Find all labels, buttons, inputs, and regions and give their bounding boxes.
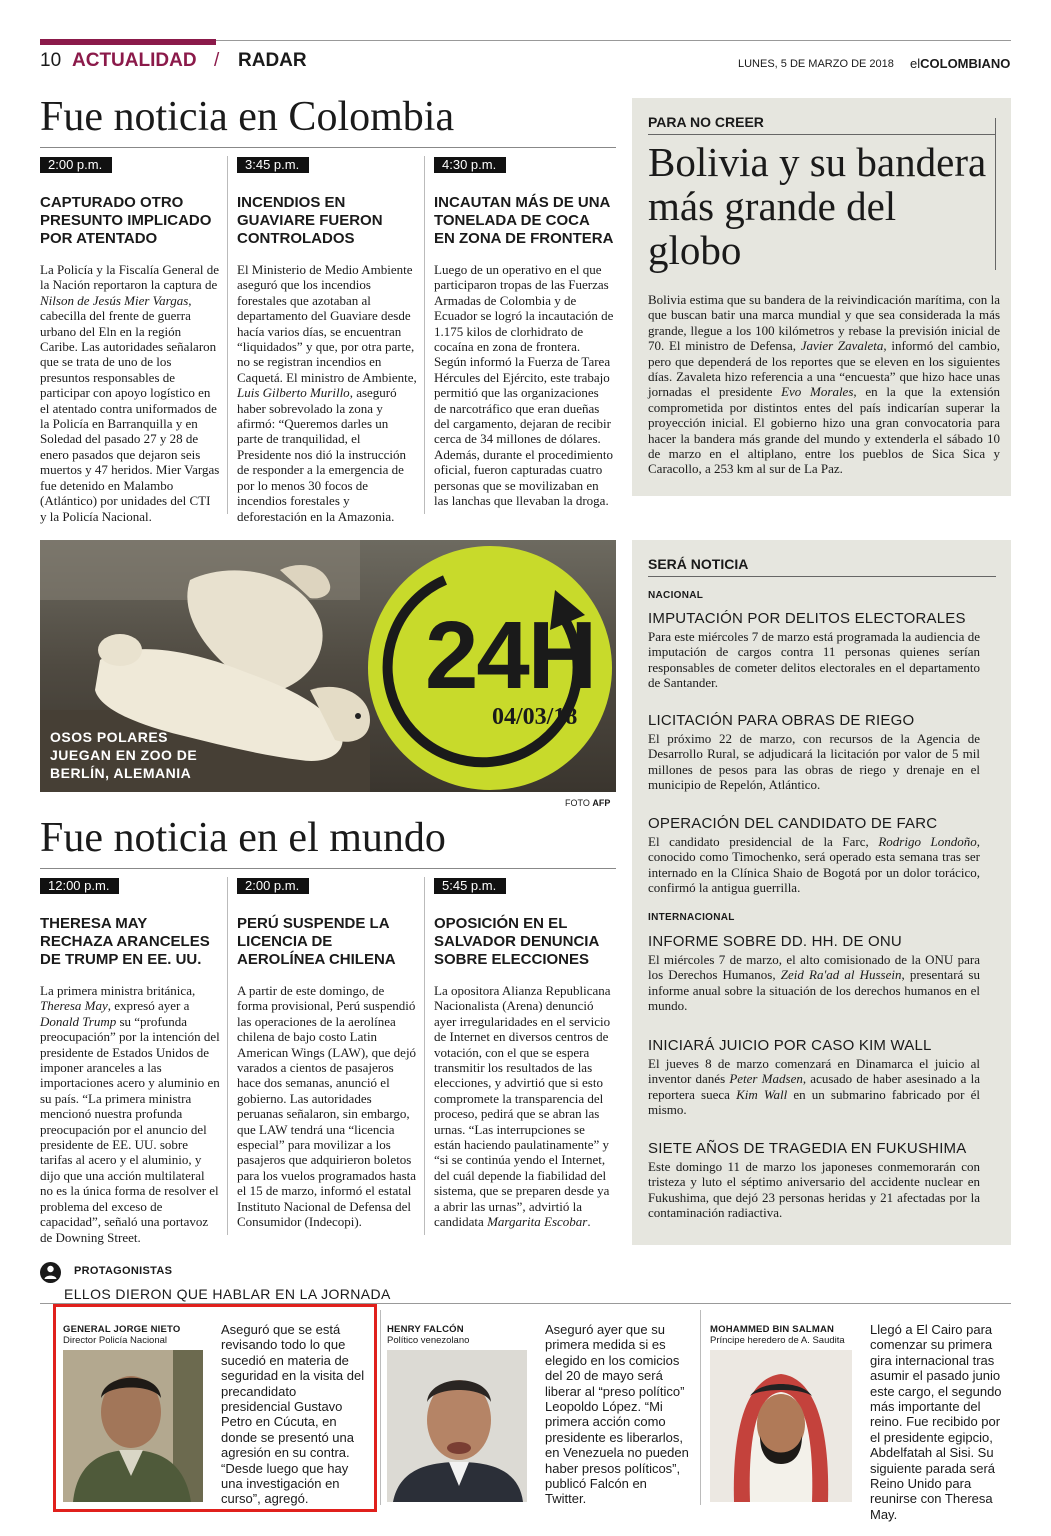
time-tag: 4:30 p.m. (434, 157, 506, 173)
time-tag: 2:00 p.m. (237, 878, 309, 894)
person-quote: Aseguró que se está revisando todo lo que sucedió en materia de seguridad en la visita del precandidato presidencial Gustavo Petro en Cúcuta, en donde se presentó una agresión en su contra. “Desde luego que hay una investigación en curso”, agregó. (221, 1322, 365, 1507)
para-no-creer-label: PARA NO CREER (648, 114, 764, 130)
photo-caption: OSOS POLARES JUEGAN EN ZOO DE BERLÍN, ALEMANIA (50, 729, 198, 781)
news-item (237, 156, 417, 524)
section-name: ACTUALIDAD (72, 50, 197, 71)
subsection-name: RADAR (238, 50, 307, 71)
edition-date: LUNES, 5 DE MARZO DE 2018 (738, 58, 894, 70)
news-body: La Policía y la Fiscalía General de la Nación reportaron la captura de Nilson de Jesús Mier Vargas, cabecilla del frente de guerra urbano del Eln en la región Caribe. Las autoridades señalaron que se trata de uno de los presuntos responsables de participar con apoyo logístico en el atentado contra uniformados de la Policía en Barranquilla y en Soledad del pasado 27 y 28 de enero pasados que dejaron seis muertos y 47 heridos. Mier Vargas fue detenido en Malambo (Atlántico) por unidades del CTI y la Policía Nacional. (40, 262, 220, 524)
news-body: A partir de este domingo, de forma provisional, Perú suspendió las operaciones de la aerolínea chilena de bajo costo Latin American Wings (LAW), que dejó varados a cientos de pasajeros hace dos semanas, anunció el gobierno. Las autoridades peruanas señalaron, sin embargo, que LAW tendrá una “licencia especial” para movilizar a los pasajeros que adquirieron boletos para los vuelos programados hasta el 15 de marzo, informó el estatal Instituto Nacional de Defensa del Consumidor (Indecopi). (237, 983, 417, 1230)
colombia-section-title: Fue noticia en Colombia (40, 94, 455, 140)
panel-rule (648, 134, 996, 135)
news-headline: INCAUTAN MÁS DE UNA TONELADA DE COCA EN ZONA DE FRONTERA (434, 194, 614, 247)
column-divider (700, 1310, 701, 1505)
person-quote: Llegó a El Cairo para comenzar su primera gira internacional tras asumir el pasado junio este cargo, el segundo más importante del reino. Fue recibido por el presidente egipcio, Abdelfatah al Sisi. Su siguiente parada será Reino Unido para reunirse con Theresa May. (870, 1322, 1002, 1522)
agenda-item (648, 933, 980, 1014)
column-divider (424, 156, 425, 514)
agenda-item (648, 1140, 980, 1221)
person-role: Político venezolano (387, 1335, 470, 1346)
photo-credit: FOTO AFP (565, 798, 611, 808)
person-name: MOHAMMED BIN SALMAN (710, 1324, 835, 1335)
person-photo (710, 1350, 852, 1502)
agenda-headline: IMPUTACIÓN POR DELITOS ELECTORALES (648, 610, 966, 627)
category-internacional: INTERNACIONAL (648, 912, 735, 923)
highlight-box (53, 1304, 377, 1512)
news-body: El Ministerio de Medio Ambiente aseguró que los incendios forestales que azotaban al departamento del Guaviare desde hacía varios días, se encuentran “liquidados” y que, por otra parte, no se registran incendios en Caquetá. El ministro de Ambiente, Luis Gilberto Murillo, aseguró haber sobrevolado la zona y afirmó: “Queremos darles un parte de tranquilidad, el Presidente nos dió la instrucción de responder a la emergencia de por lo menos 30 focos de incendios forestales y deforestación en la Amazonia. (237, 262, 417, 524)
news-item (434, 877, 614, 1230)
agenda-item (648, 712, 980, 793)
news-headline: THERESA MAY RECHAZA ARANCELES DE TRUMP EN EE. UU. (40, 915, 210, 968)
column-divider (227, 156, 228, 514)
news-headline: CAPTURADO OTRO PRESUNTO IMPLICADO POR ATENTADO (40, 194, 212, 247)
time-tag: 12:00 p.m. (40, 878, 119, 894)
agenda-headline: INFORME SOBRE DD. HH. DE ONU (648, 933, 902, 950)
person-role: Príncipe heredero de A. Saudita (710, 1335, 845, 1346)
column-divider (227, 877, 228, 1235)
protagonistas-label: PROTAGONISTAS (74, 1265, 173, 1277)
agenda-item (648, 610, 980, 691)
time-tag: 2:00 p.m. (40, 157, 112, 173)
newspaper-logo: elCOLOMBIANO (910, 56, 1011, 71)
news-item (237, 877, 417, 1230)
mundo-section-title: Fue noticia en el mundo (40, 815, 446, 861)
agenda-item (648, 1037, 980, 1118)
sera-noticia-label: SERÁ NOTICIA (648, 556, 749, 572)
24h-date: 04/03/18 (492, 704, 578, 730)
agenda-body: El miércoles 7 de marzo, el alto comisionado de la ONU para los Derechos Humanos, Zeid Ra'ad al Hussein, presentará su informe anual sobre la situación de los derechos humanos en el mundo. (648, 952, 980, 1014)
news-headline: OPOSICIÓN EN EL SALVADOR DENUNCIA SOBRE ELECCIONES (434, 915, 599, 968)
agenda-item (648, 815, 980, 896)
agenda-headline: OPERACIÓN DEL CANDIDATO DE FARC (648, 815, 938, 832)
agenda-body: Para este miércoles 7 de marzo está programada la audiencia de imputación de cargos contra 11 personas quienes serían responsables de cometer delitos electorales en el departamento de Santander. (648, 629, 980, 691)
person-name: HENRY FALCÓN (387, 1324, 464, 1335)
para-no-creer-body: Bolivia estima que su bandera de la reivindicación marítima, con la que buscan batir una marca mundial y que sea considerada la más grande, llegue a los 100 kilómetros y rebase la previsión inicial de 70. El ministro de Defensa, Javier Zavaleta, informó del cambio, pero que dependerá de los reportes que se eleven en los siguientes días. Zavaleta hizo referencia a una “encuesta” que hizo hace unas jornadas el presidente Evo Morales, en la que la extensión comprometida por distintos entes del país indicarían superar la proyección inicial. El gobierno hizo una gran convocatoria para hacer la bandera más grande del mundo y extenderla el sábado 10 de marzo en el altiplano, entre los pueblos de Sica Sica y Caracollo, a 253 km al sur de La Paz. (648, 292, 1000, 477)
section-rule (40, 868, 616, 869)
agenda-body: El jueves 8 de marzo comenzará en Dinamarca el juicio al inventor danés Peter Madsen, acusado de haber asesinado a la reportera sueca Kim Wall en un submarino fabricado por él mismo. (648, 1056, 981, 1118)
person-icon (40, 1262, 61, 1283)
news-body: Luego de un operativo en el que participaron tropas de las Fuerzas Armadas de Colombia y de Ecuador se logró la incautación de 1.175 kilos de clorhidrato de cocaína en zona de frontera. Según informó la Fuerza de Tarea Hércules del Ejército, este trabajo permitió que las organizaciones de narcotráfico que eran dueñas del cargamento, dejaran de recibir cerca de 34 millones de dólares. Además, durante el procedimiento oficial, fueron capturadas cuatro personas que se movilizaban en las lanchas que llevaban la droga. (434, 262, 614, 509)
24h-label: 24H (425, 602, 596, 709)
agenda-headline: SIETE AÑOS DE TRAGEDIA EN FUKUSHIMA (648, 1140, 967, 1157)
time-tag: 5:45 p.m. (434, 878, 506, 894)
news-item (434, 156, 614, 509)
panel-vertical-rule (995, 118, 996, 270)
news-body: La opositora Alianza Republicana Nacionalista (Arena) denunció ayer irregularidades en el servicio de Internet en diversos centros de votación, con el que se espera transmitir los resultados de las elecciones, y advirtió que si esto compromete la transparencia del proceso, pedirá que se abran las urnas. “Las interrupciones se están haciendo paulatinamente” y “si se continúa yendo el Internet, del cuál depende la fiabilidad del sistema, que se preparen desde ya a abrir las urnas”, advirtió la candidata Margarita Escobar. (434, 983, 611, 1230)
protagonistas-subtitle: ELLOS DIERON QUE HABLAR EN LA JORNADA (64, 1286, 391, 1302)
agenda-body: Este domingo 11 de marzo los japoneses conmemorarán con tristeza y luto el séptimo aniversario del accidente nuclear en Fukushima, que dejó 23 personas heridas y 21 afectadas por la contaminación radiactiva. (648, 1159, 980, 1221)
panel-rule (648, 576, 996, 577)
time-tag: 3:45 p.m. (237, 157, 309, 173)
section-rule (40, 147, 616, 148)
section-slash: / (214, 50, 220, 71)
person-name: GENERAL JORGE NIETO (63, 1324, 181, 1335)
category-nacional: NACIONAL (648, 590, 704, 601)
column-divider (380, 1310, 381, 1505)
news-item (40, 156, 220, 524)
news-item (40, 877, 220, 1245)
agenda-headline: INICIARÁ JUICIO POR CASO KIM WALL (648, 1037, 932, 1054)
header-accent-bar (40, 39, 216, 45)
news-headline: INCENDIOS EN GUAVIARE FUERON CONTROLADOS (237, 194, 383, 247)
para-no-creer-title: Bolivia y su bandera más grande del globo (648, 139, 987, 273)
person-quote: Aseguró ayer que su primera medida si es elegido en los comicios del 20 de mayo será liberar al “preso político” Leopoldo López. “Mi primera acción como presidente es liberarlos, en Venezuela no pueden haber presos políticos”, publicó Falcón en Twitter. (545, 1322, 689, 1507)
agenda-headline: LICITACIÓN PARA OBRAS DE RIEGO (648, 712, 915, 729)
agenda-body: El candidato presidencial de la Farc, Rodrigo Londoño, conocido como Timochenko, será operado esta semana tras ser internado en la Clínica Shaio de Bogotá por un dolor torácico, confirmó la antigua guerrilla. (648, 834, 980, 896)
person-photo (387, 1350, 527, 1502)
page-number: 10 (40, 50, 62, 71)
news-body: La primera ministra británica, Theresa May, expresó ayer a Donald Trump su “profunda preocupación” por la intención del presidente de Estados Unidos de imponer aranceles a las importaciones acero y aluminio en su país. “La primera ministra mencionó nuestra profunda preocupación por el anuncio del presidente de EE. UU. sobre tarifas al acero y el aluminio, y dijo que una acción multilateral no es la única forma de resolver el problema del exceso de capacidad”, señaló una portavoz de Downing Street. (40, 983, 220, 1245)
news-headline: PERÚ SUSPENDE LA LICENCIA DE AEROLÍNEA CHILENA (237, 915, 396, 968)
column-divider (424, 877, 425, 1235)
agenda-body: El próximo 22 de marzo, con recursos de la Agencia de Desarrollo Rural, se adjudicará la licitación por valor de 5 mil millones de pesos para las obras de riego y drenaje en el municipio de Repelón, Atlántico. (648, 731, 980, 793)
person-role: Director Policía Nacional (63, 1335, 168, 1346)
